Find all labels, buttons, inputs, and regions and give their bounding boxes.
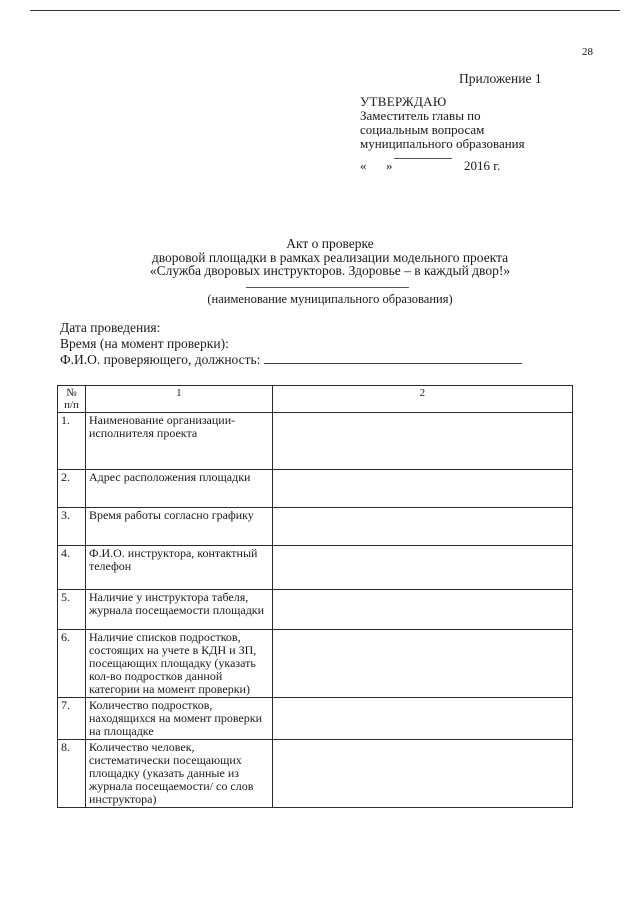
row-label: Наименование организации-исполнителя проекта bbox=[85, 413, 272, 470]
date-label: Дата проведения: bbox=[60, 320, 161, 335]
row-number: 7. bbox=[58, 698, 86, 740]
row-label: Наличие у инструктора табеля, журнала посещаемости площадки bbox=[85, 590, 272, 630]
row-number: 1. bbox=[58, 413, 86, 470]
row-number: 4. bbox=[58, 546, 86, 590]
row-number: 8. bbox=[58, 740, 86, 808]
row-number: 6. bbox=[58, 630, 86, 698]
row-number: 3. bbox=[58, 508, 86, 546]
signature-line bbox=[394, 158, 452, 159]
table-row bbox=[58, 508, 573, 546]
inspector-row bbox=[60, 352, 522, 368]
table-row bbox=[58, 590, 573, 630]
table-row bbox=[58, 740, 573, 808]
approval-position-line-2: социальным вопросам bbox=[360, 122, 485, 137]
inspection-meta bbox=[60, 320, 522, 368]
table-row bbox=[58, 413, 573, 470]
document-title bbox=[90, 237, 570, 278]
approval-position-line-1: Заместитель главы по bbox=[360, 108, 481, 123]
row-label: Ф.И.О. инструктора, контактный телефон bbox=[85, 546, 272, 590]
table-header-row bbox=[58, 386, 573, 413]
approval-position-line-3: муниципального образования bbox=[360, 136, 525, 151]
row-number: 2. bbox=[58, 470, 86, 508]
row-label: Количество подростков, находящихся на момент проверки на площадке bbox=[85, 698, 272, 740]
municipality-caption: (наименование муниципального образования) bbox=[207, 292, 453, 306]
row-value bbox=[272, 630, 572, 698]
top-border-line bbox=[30, 10, 620, 11]
title-line-2: дворовой площадки в рамках реализации модельного проекта bbox=[151, 249, 509, 265]
row-value bbox=[272, 508, 572, 546]
row-value bbox=[272, 413, 572, 470]
row-value bbox=[272, 740, 572, 808]
time-label: Время (на момент проверки): bbox=[60, 336, 229, 351]
row-label: Адрес расположения площадки bbox=[85, 470, 272, 508]
table-row bbox=[58, 630, 573, 698]
header-col1: 1 bbox=[85, 386, 272, 413]
row-label: Наличие списков подростков, состоящих на учете в КДН и ЗП, посещающих площадку (указать кол-во подростков данной категории на момент проверки) bbox=[85, 630, 272, 698]
table-row bbox=[58, 546, 573, 590]
approval-date bbox=[360, 159, 580, 173]
row-value bbox=[272, 546, 572, 590]
municipality-blank-line bbox=[246, 287, 409, 288]
title-line-3: «Служба дворовых инструкторов. Здоровье – в каждый двор!» bbox=[149, 263, 511, 278]
page-number: 28 bbox=[582, 46, 593, 58]
date-open-quote: « bbox=[360, 158, 367, 173]
title-line-1: Акт о проверке bbox=[286, 236, 374, 251]
date-year: 2016 г. bbox=[464, 158, 501, 173]
approval-block bbox=[360, 95, 580, 173]
inspector-blank-line bbox=[264, 352, 522, 364]
appendix-label: Приложение 1 bbox=[459, 71, 542, 86]
inspector-label: Ф.И.О. проверяющего, должность: bbox=[60, 352, 261, 367]
table-row bbox=[58, 698, 573, 740]
row-value bbox=[272, 590, 572, 630]
table-row bbox=[58, 470, 573, 508]
row-value bbox=[272, 698, 572, 740]
row-value bbox=[272, 470, 572, 508]
date-close-quote: » bbox=[386, 158, 393, 173]
approval-heading: УТВЕРЖДАЮ bbox=[360, 94, 447, 109]
header-col2: 2 bbox=[272, 386, 572, 413]
header-num: № п/п bbox=[58, 386, 86, 413]
inspection-table bbox=[57, 385, 573, 808]
row-label: Количество человек, систематически посещающих площадку (указать данные из журнала посещаемости/ со слов инструктора) bbox=[85, 740, 272, 808]
row-number: 5. bbox=[58, 590, 86, 630]
row-label: Время работы согласно графику bbox=[85, 508, 272, 546]
